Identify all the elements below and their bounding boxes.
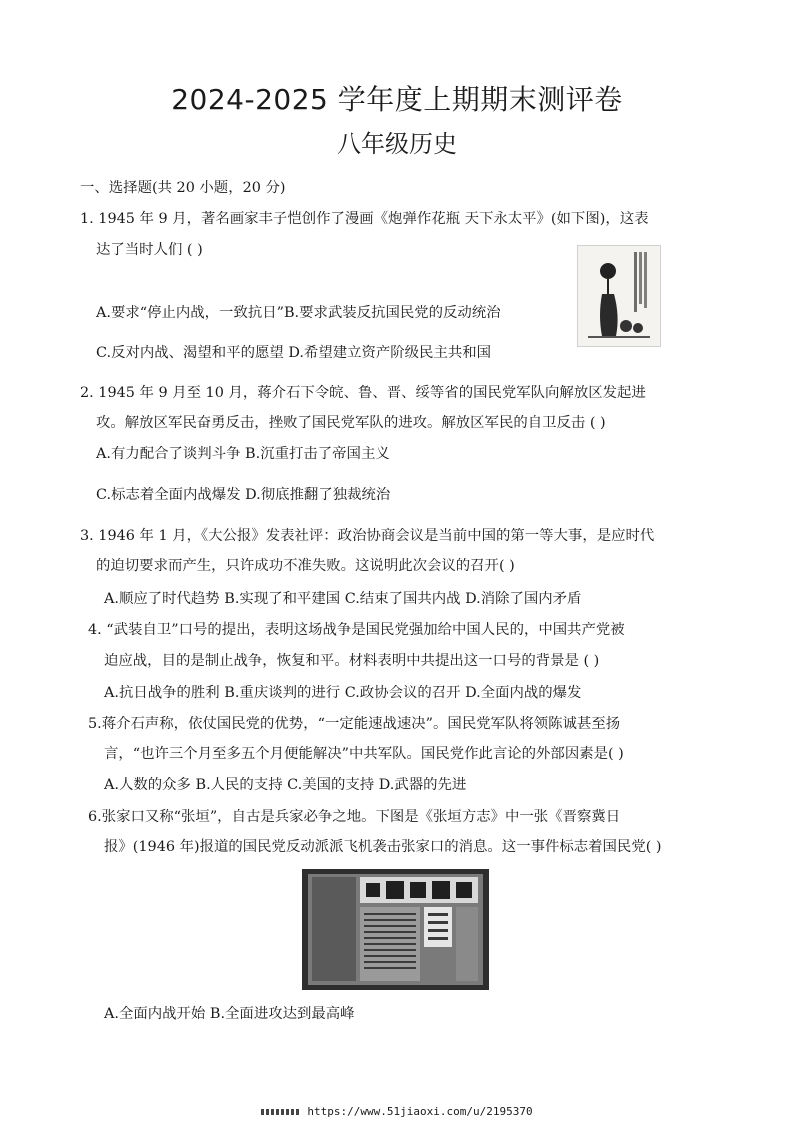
- question-5-line-2: 言，“也许三个月至多五个月便能解决”中共军队。国民党作此言论的外部因素是( ): [104, 746, 624, 762]
- question-3-option-line-1: A.顺应了时代趋势 B.实现了和平建国 C.结束了国共内战 D.消除了国内矛盾: [104, 591, 582, 607]
- section-heading: 一、选择题(共 20 小题，20 分): [80, 180, 286, 196]
- question-4-option-line-1: A.抗日战争的胜利 B.重庆谈判的进行 C.政协会议的召开 D.全面内战的爆发: [104, 685, 582, 701]
- question-6-newspaper-image: [302, 869, 489, 990]
- question-6-line-2: 报》(1946 年)报道的国民党反动派派飞机袭击张家口的消息。这一事件标志着国民党( ): [104, 839, 662, 855]
- question-3-line-2: 的迫切要求而产生，只许成功不准失败。这说明此次会议的召开( ): [96, 558, 515, 574]
- question-2-line-1: 2. 1945 年 9 月至 10 月，蒋介石下令皖、鲁、晋、绥等省的国民党军队向解放区发起进: [80, 385, 646, 401]
- question-1-option-line-1: A.要求“停止内战，一致抗日”B.要求武装反抗国民党的反动统治: [96, 305, 501, 321]
- question-2-option-line-2: C.标志着全面内战爆发 D.彻底推翻了独裁统治: [96, 487, 391, 503]
- question-1-illustration: [577, 245, 661, 347]
- page-title: 2024-2025 学年度上期期末测评卷: [171, 83, 623, 116]
- vase-cartoon-image: [578, 246, 660, 346]
- question-5-option-line-1: A.人数的众多 B.人民的支持 C.美国的支持 D.武器的先进: [104, 777, 467, 793]
- question-4-line-2: 迫应战，目的是制止战争，恢复和平。材料表明中共提出这一口号的背景是 ( ): [104, 653, 600, 669]
- question-1-option-line-2: C.反对内战、渴望和平的愿望 D.希望建立资产阶级民主共和国: [96, 345, 492, 361]
- question-2-line-2: 攻。解放区军民奋勇反击，挫败了国民党军队的进攻。解放区军民的自卫反击 ( ): [96, 415, 606, 431]
- question-1-line-1: 1. 1945 年 9 月，著名画家丰子恺创作了漫画《炮弹作花瓶 天下永太平》(如下图)，这表: [80, 211, 649, 227]
- question-6-line-1: 6.张家口又称“张垣”，自古是兵家必争之地。下图是《张垣方志》中一张《晋察冀日: [88, 809, 621, 825]
- footer-watermark: [0, 1105, 794, 1119]
- footer-url[interactable]: https://www.51jiaoxi.com/u/2195370: [307, 1105, 533, 1118]
- page-subtitle: 八年级历史: [337, 130, 457, 158]
- question-1-line-2: 达了当时人们 ( ): [96, 242, 203, 258]
- question-4-line-1: 4. “武装自卫”口号的提出，表明这场战争是国民党强加给中国人民的，中国共产党被: [88, 622, 625, 638]
- watermark-logo-icon: [261, 1109, 301, 1115]
- question-5-line-1: 5.蒋介石声称，依仗国民党的优势，“一定能速战速决”。国民党军队将领陈诚甚至扬: [88, 716, 621, 732]
- question-2-option-line-1: A.有力配合了谈判斗争 B.沉重打击了帝国主义: [96, 446, 390, 462]
- question-6-option-line-1: A.全面内战开始 B.全面进攻达到最高峰: [104, 1006, 355, 1022]
- newspaper-image: [302, 869, 489, 990]
- question-3-line-1: 3. 1946 年 1 月，《大公报》发表社评：政治协商会议是当前中国的第一等大事，是应时代: [80, 528, 655, 544]
